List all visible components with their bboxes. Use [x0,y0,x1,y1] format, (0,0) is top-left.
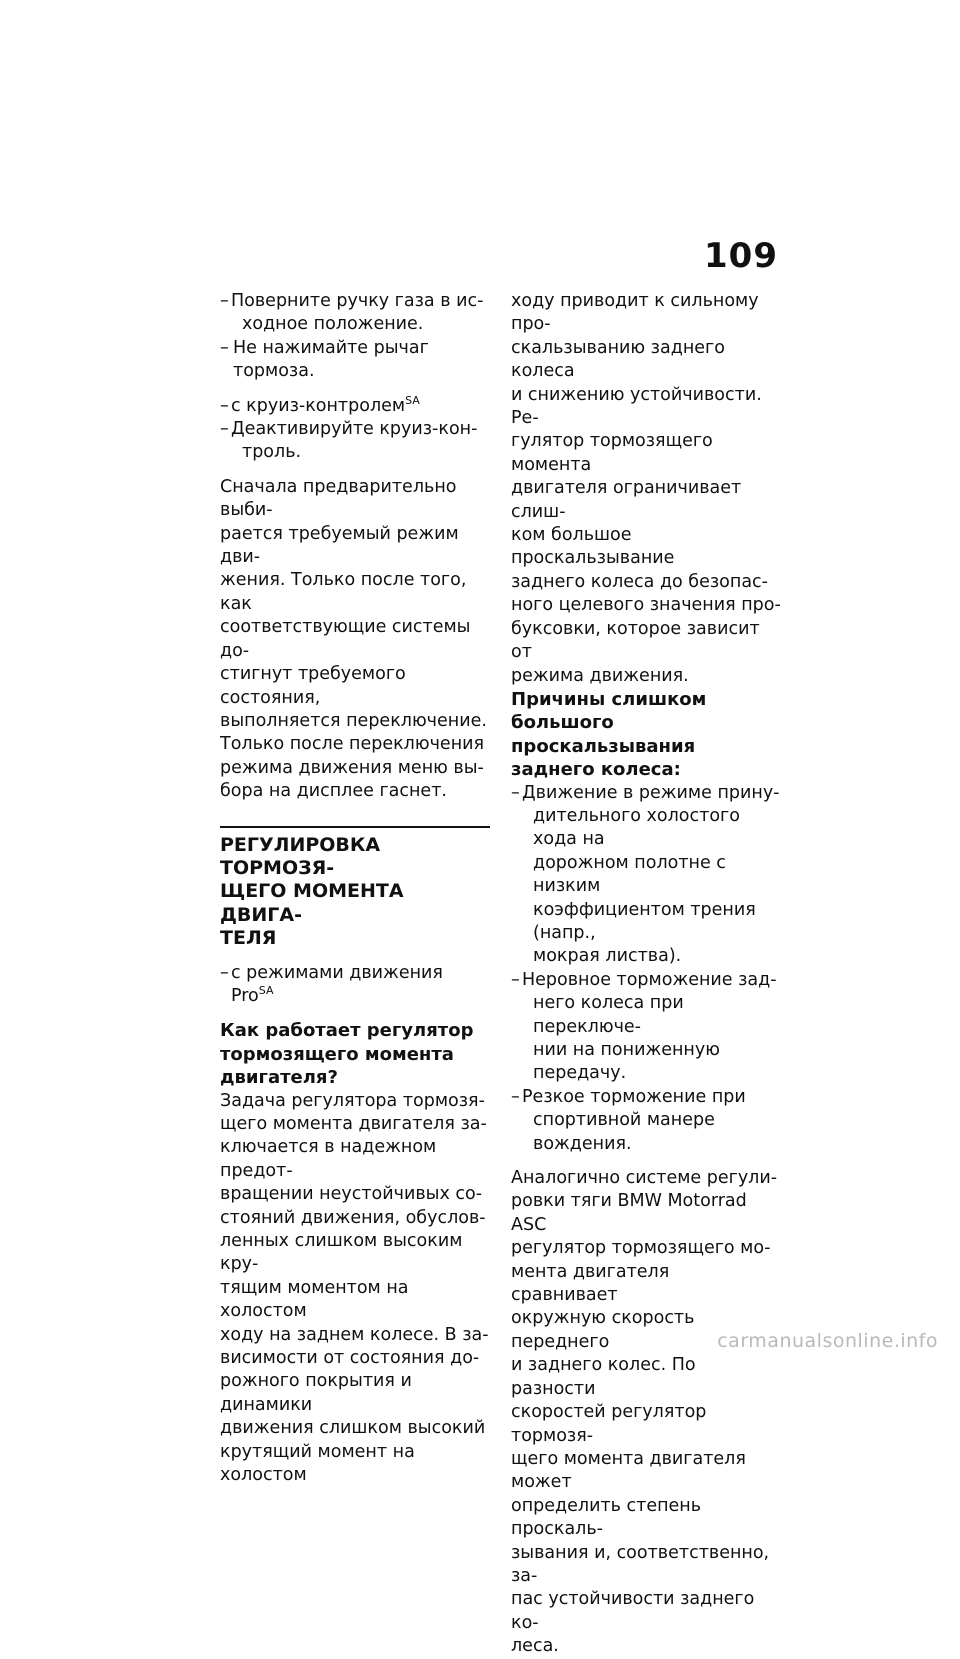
subheading: Как работает регулятор тормозящего момента двигателя? [220,1020,474,1089]
condition-riding-modes-pro [220,962,490,1009]
list-item-text: Деактивируйте круиз-кон- троль. [231,419,478,463]
paragraph: Аналогично системе регули- ровки тяги BMW Motorrad ASC регулятор тормозящего мо- мента двигателя сравнивает окружную скорость переднего и заднего колес. По разности скоростей регулятор тормозя- щего момента двигателя может определить степень проскаль- зывания и, соответственно, за- пас устойчивости заднего ко- леса. [511,1168,778,1657]
left-column [220,290,490,1488]
right-column [511,290,781,1659]
list-item-text: Движение в режиме прину- дительного холостого хода на дорожном полотне с низким коэффициентом трения (напр., мокрая листва). [522,782,780,967]
dash-bullet: – [511,1086,520,1107]
list-item [220,290,490,337]
subheading: Причины слишком большого проскальзывания заднего колеса: [511,688,707,781]
condition-cruise-control [220,395,490,418]
list-item-text: Поверните ручку газа в ис- ходное положение. [231,291,484,335]
list-item [220,418,490,465]
dash-bullet: – [511,969,520,990]
dash-bullet: – [511,782,520,803]
dash-bullet: – [220,419,229,440]
paragraph: ходу приводит к сильному про- скальзыванию заднего колеса и снижению устойчивости. Ре- гулятор тормозящего момента двигателя ограничивает слиш- ком большое проскальзывание заднего колеса до безопас- ного целевого значения про- буксовки, которое зависит от режима движения. [511,291,781,686]
paragraph: Сначала предварительно выби- рается требуемый режим дви- жения. Только после того, как соответствующие системы до- стигнут требуемого состояния, выполняется переключение. Только после переключения режима движения меню вы- бора на дисплее гаснет. [220,476,487,802]
list-item [511,782,781,969]
dash-bullet: – [220,337,229,358]
condition-text: с круиз-контролем [231,395,406,416]
list-item-text: Резкое торможение при спортивной манере вождения. [522,1086,746,1154]
list-item-text: Не нажимайте рычаг тормоза. [233,337,429,382]
section-divider [220,826,490,828]
dash-bullet: – [220,962,229,983]
condition-text: с режимами движения Pro [231,962,443,1006]
watermark: carmanualsonline.info [717,1330,938,1352]
sa-superscript: SA [258,983,274,997]
list-item [511,1086,781,1156]
list-item [511,969,781,1086]
dash-bullet: – [220,291,229,311]
page-number: 109 [704,236,778,276]
dash-bullet: – [220,395,229,416]
section-title: РЕГУЛИРОВКА ТОРМОЗЯ- ЩЕГО МОМЕНТА ДВИГА- ТЕЛЯ [220,833,404,950]
paragraph: Задача регулятора тормозя- щего момента двигателя за- ключается в надежном предот- вращении неустойчивых со- стояний движения, обуслов- ленных слишком высоким кру- тящим моментом на холостом ходу на заднем колесе. В за- висимости от состояния до- рожного покрытия и динамики движения слишком высокий крутящий момент на холостом [220,1090,489,1486]
sa-superscript: SA [405,393,420,407]
list-item-text: Неровное торможение зад- него колеса при переключе- нии на пониженную передачу. [522,969,777,1084]
list-item [220,337,490,384]
